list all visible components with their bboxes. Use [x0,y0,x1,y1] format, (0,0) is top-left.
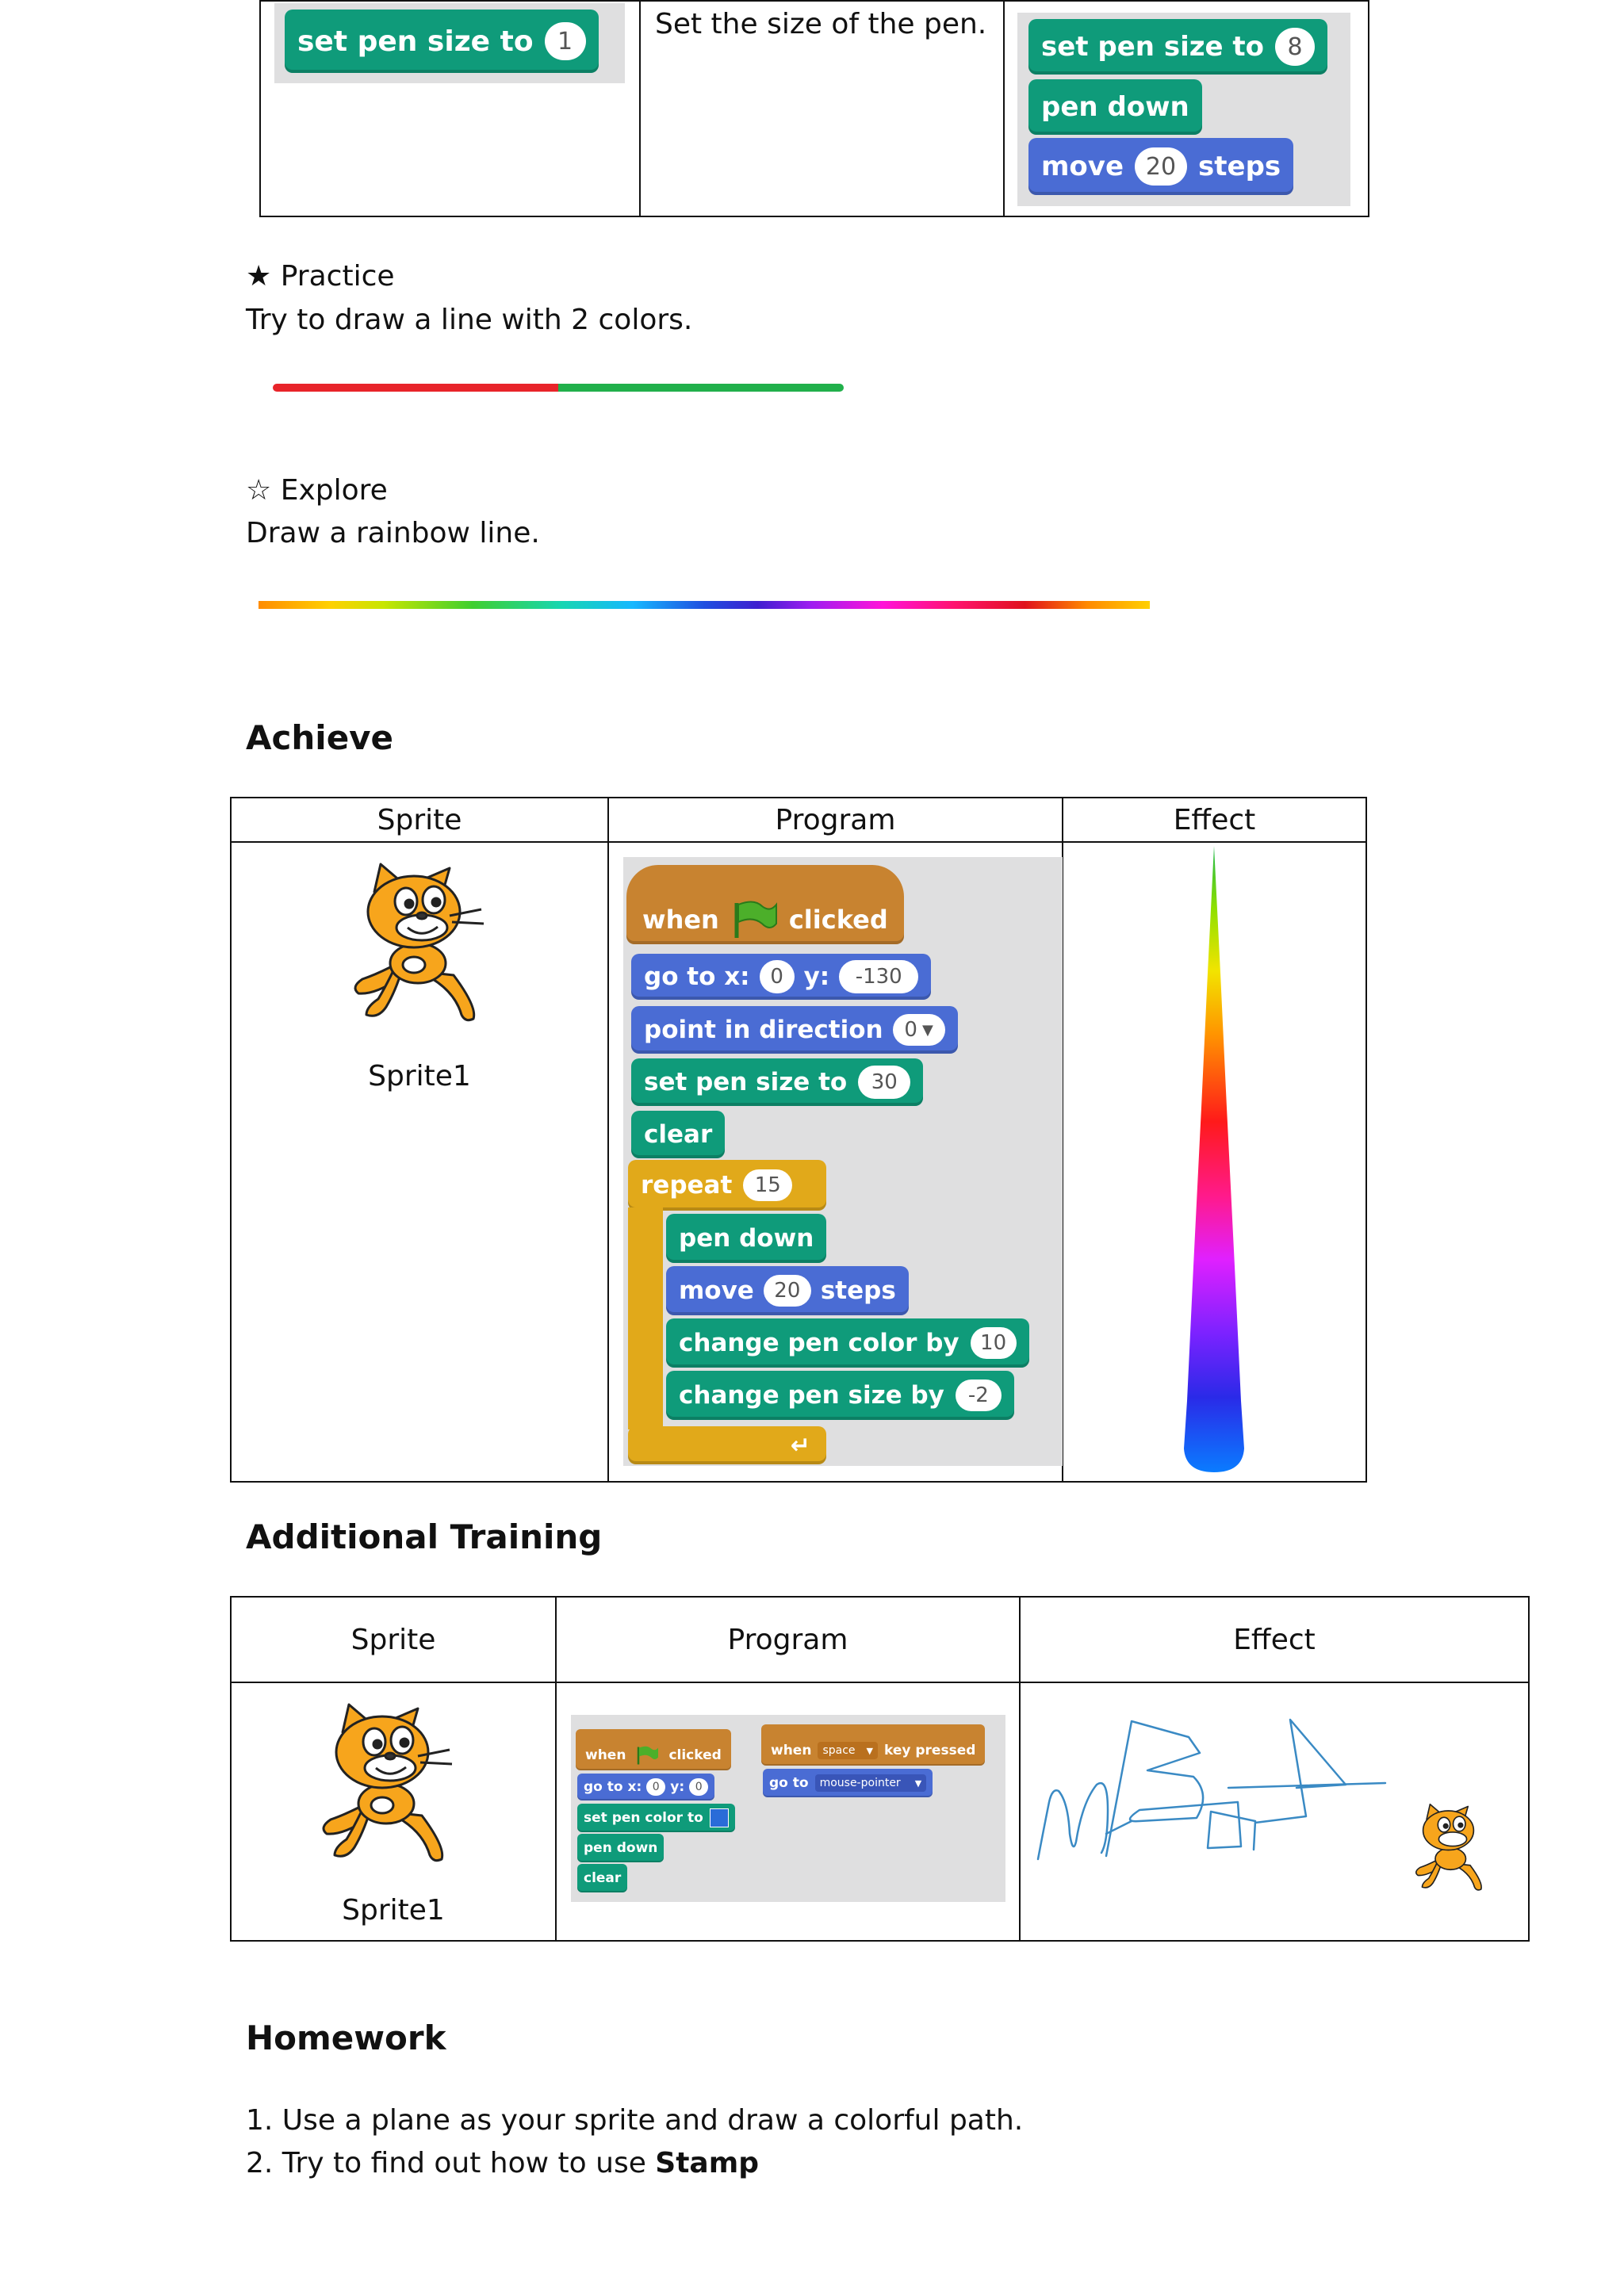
two-color-line [273,384,844,392]
rainbow-tower-effect [1174,846,1254,1472]
red-segment [273,384,558,392]
homework-item-1: 1. Use a plane as your sprite and draw a colorful path. [246,2104,1024,2137]
homework-item-2-text: 2. Try to find out how to use [246,2147,656,2179]
practice-heading: ★ Practice [246,260,395,293]
small-pen-down-block [577,1834,664,1862]
small-green-flag-icon [635,1745,659,1766]
repeat-header [628,1160,826,1211]
example-pen-size-value: 8 [1275,28,1315,66]
point-in-direction-label: point in direction [644,1016,883,1044]
change-pen-size-block [666,1371,1014,1420]
small-go-to-xy-block [577,1774,714,1800]
achieve-effect-cell [1063,842,1366,1482]
effect-cat-sprite [1416,1804,1481,1890]
additional-table [230,1596,1530,1942]
dropdown-arrow-icon: ▼ [921,1021,933,1039]
explore-heading: ☆ Explore [246,474,388,507]
when-key-pressed-block [761,1724,985,1766]
repeat-arm [628,1207,663,1429]
clicked-label: clicked [788,905,888,935]
homework-item-2 [246,2145,759,2183]
pen-size-table [259,0,1369,217]
block-cell [260,1,640,216]
clear-block [631,1111,725,1158]
small-when-flag-clicked-block [576,1729,731,1770]
additional-sprite-cell [231,1682,556,1941]
explore-text: Draw a rainbow line. [246,517,540,549]
color-change-value: 10 [971,1327,1017,1359]
small-clear-block [577,1864,627,1892]
y-value: -130 [839,960,918,993]
example-set-pen-size-block [1028,19,1327,75]
additional-col-effect: Effect [1020,1597,1529,1682]
repeat-footer [628,1426,826,1464]
steps-label: steps [820,1276,896,1305]
move-label: move [679,1276,754,1305]
x-value: 0 [760,960,795,993]
description-text: Set the size of the pen. [655,8,987,40]
when-flag-clicked-block [626,865,904,944]
achieve-table [230,797,1367,1483]
clear-label: clear [644,1120,713,1149]
point-in-direction-block [631,1006,958,1054]
pen-down-block [666,1214,826,1263]
description-cell [640,1,1004,216]
example-move-block [1028,138,1293,195]
achieve-col-program: Program [608,798,1063,842]
go-to-xy-block [631,954,931,1000]
example-set-pen-size-label: set pen size to [1041,31,1265,63]
when-key-label: when [771,1743,812,1758]
example-cell [1004,1,1369,216]
small-clear-label: clear [584,1870,622,1886]
go-to-label: go to [769,1775,809,1791]
practice-text: Try to draw a line with 2 colors. [246,304,693,336]
achieve-sprite-cell [231,842,608,1482]
pen-color-swatch [710,1808,729,1827]
example-move-value: 20 [1135,147,1187,186]
target-dropdown [815,1774,927,1792]
rainbow-line [259,601,1150,609]
example-pen-down-label: pen down [1041,91,1189,123]
go-to-pointer-block [763,1769,933,1797]
small-y-label: y: [670,1779,685,1795]
move-steps-block [666,1266,909,1315]
y-label: y: [803,962,830,991]
example-move-label: move [1041,151,1124,182]
additional-col-sprite: Sprite [231,1597,556,1682]
additional-col-program: Program [556,1597,1020,1682]
change-pen-color-block [666,1318,1029,1368]
small-pen-down-label: pen down [584,1840,658,1856]
key-pressed-label: key pressed [884,1743,976,1758]
achieve-sprite-name: Sprite1 [368,1060,471,1093]
key-value: space [822,1744,856,1757]
repeat-label: repeat [641,1171,733,1200]
direction-value [893,1014,945,1046]
cat-sprite-2 [311,1701,469,1867]
target-dropdown-arrow-icon: ▼ [914,1777,922,1789]
direction-number: 0 [904,1018,917,1042]
repeat-count: 15 [743,1169,792,1201]
free-drawing-effect [1021,1683,1528,1940]
small-x-value: 0 [646,1778,665,1796]
achieve-col-sprite: Sprite [231,798,608,842]
achieve-col-effect: Effect [1063,798,1366,842]
set-pen-size-label: set pen size to [297,25,534,58]
additional-effect-cell [1020,1682,1529,1941]
additional-program-cell [556,1682,1020,1941]
small-clicked-label: clicked [668,1747,722,1763]
move-steps-value: 20 [764,1275,811,1307]
stamp-keyword: Stamp [655,2147,760,2179]
cat-sprite [343,860,501,1027]
size-change-value: -2 [956,1380,1002,1411]
achieve-program-cell [608,842,1063,1482]
when-label: when [642,905,719,935]
change-pen-size-label: change pen size by [679,1381,944,1410]
small-go-to-x-label: go to x: [584,1779,642,1795]
small-y-value: 0 [689,1778,708,1796]
example-steps-label: steps [1198,151,1281,182]
set-pen-size-block [285,10,599,73]
homework-heading: Homework [246,2019,446,2057]
key-dropdown [818,1742,878,1759]
change-pen-color-label: change pen color by [679,1329,959,1357]
set-pen-size-to-label: set pen size to [644,1068,848,1096]
example-pen-down-block [1028,79,1202,135]
target-value: mouse-pointer [819,1777,901,1789]
green-flag-icon [730,900,778,939]
achieve-heading: Achieve [246,718,394,757]
green-segment [558,384,844,392]
pen-down-label: pen down [679,1224,814,1253]
set-pen-size-to-block [631,1058,923,1106]
additional-heading: Additional Training [246,1517,603,1556]
key-dropdown-arrow-icon: ▼ [866,1745,873,1756]
additional-sprite-name: Sprite1 [342,1894,445,1927]
loop-arrow-icon: ↵ [790,1431,810,1460]
small-set-pen-color-block [577,1804,735,1832]
small-set-pen-color-label: set pen color to [584,1810,703,1826]
pen-size-value-30: 30 [858,1066,910,1099]
go-to-x-label: go to x: [644,962,750,991]
pen-size-value: 1 [545,22,586,60]
small-when-label: when [585,1747,626,1763]
